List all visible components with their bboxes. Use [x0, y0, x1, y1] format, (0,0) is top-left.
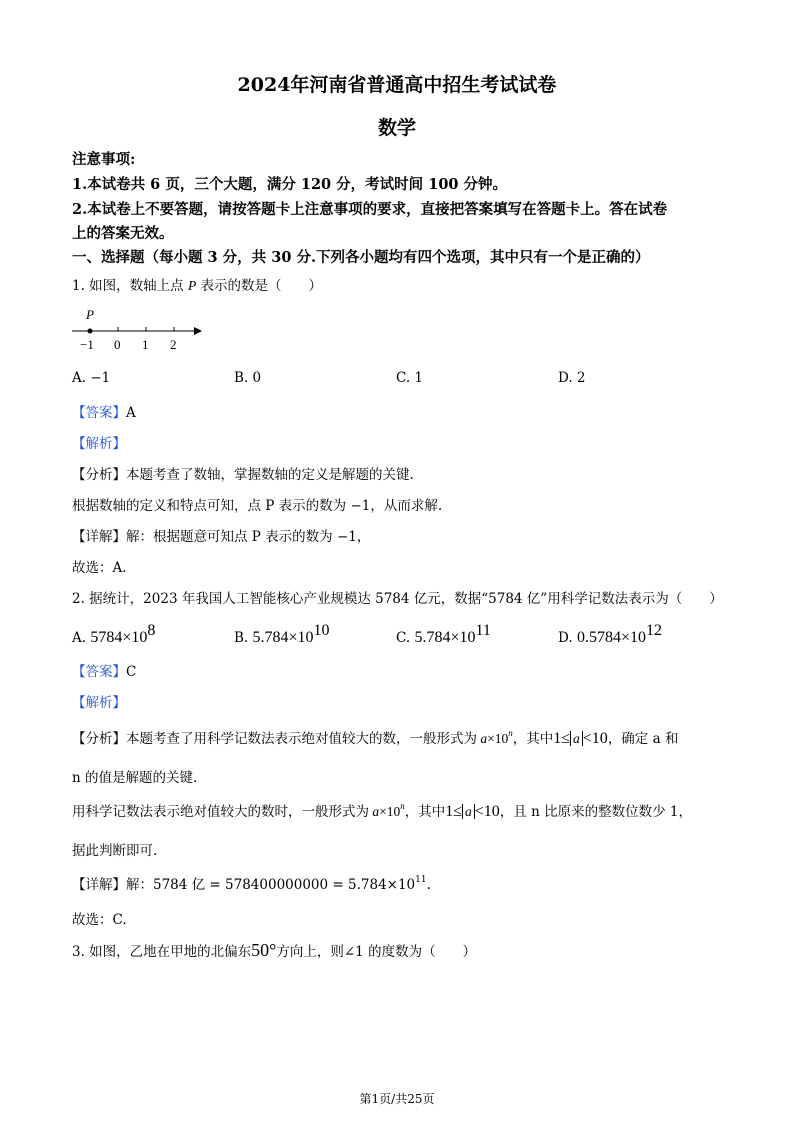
point-p-label: P — [86, 307, 94, 322]
tick-label-1: 1 — [142, 337, 149, 352]
q1-analysis-tag: 【解析】 — [72, 436, 126, 452]
q1-option-b: B. 0 — [234, 370, 262, 386]
q2-stem: 2. 据统计，2023 年我国人工智能核心产业规模达 5784 亿元，数据“5784 亿”用科学记数法表示为（ ） — [72, 591, 723, 607]
q1-option-c: C. 1 — [396, 370, 424, 386]
tick-label-neg1: −1 — [80, 337, 94, 352]
note-2b: 上的答案无效。 — [72, 225, 174, 242]
q1-choose: 故选：A. — [72, 560, 127, 576]
q1-option-a: A. −1 — [72, 370, 111, 386]
q1-answer: 【答案】A — [72, 405, 136, 421]
q1-stem: 1. 如图，数轴上点 P 表示的数是（ ） — [72, 278, 323, 294]
q2-option-d: D. $0.5784\times 10^{12}$ — [558, 622, 662, 646]
note-2a: 2.本试卷上不要答题，请按答题卡上注意事项的要求，直接把答案填写在答题卡上。答在试卷 — [72, 201, 668, 218]
subject-title: 数学 — [377, 117, 416, 139]
number-line-diagram — [70, 305, 210, 355]
q2-reason: 用科学记数法表示绝对值较大的数时，一般形式为 $a\times 10^n$，其中1≤ a <10，且 n 比原来的整数位数少 1， — [72, 801, 692, 820]
tick-label-2: 2 — [170, 337, 177, 352]
number-line-arrow — [194, 327, 202, 335]
q2-analysis-tag: 【解析】 — [72, 695, 126, 711]
notes-heading: 注意事项: — [72, 151, 136, 168]
q3-stem: 3. 如图，乙地在甲地的北偏东50°方向上，则∠1 的度数为（ ） — [72, 940, 477, 960]
q2-answer: 【答案】C — [72, 664, 137, 680]
section1-heading: 一、选择题（每小题 3 分，共 30 分.下列各小题均有四个选项，其中只有一个是正确的） — [72, 249, 650, 266]
note-1: 1.本试卷共 6 页，三个大题，满分 120 分，考试时间 100 分钟。 — [72, 176, 508, 193]
q1-fenxi: 【分析】本题考查了数轴，掌握数轴的定义是解题的关键. — [72, 467, 414, 483]
q2-option-c: C. $5.784\times 10^{11}$ — [396, 622, 491, 646]
q2-reason-cont: 据此判断即可. — [72, 843, 158, 859]
page-title: 2024年河南省普通高中招生考试试卷 — [237, 74, 557, 96]
q2-choose: 故选：C. — [72, 912, 127, 928]
q2-detail: 【详解】解：5784 亿 = $578400000000 = 5.784\times 10^{11}$. — [72, 875, 431, 893]
q2-fenxi: 【分析】本题考查了用科学记数法表示绝对值较大的数，一般形式为 $a\times 10^n$，其中1≤ a <10，确定 a 和 — [72, 728, 679, 747]
tick-label-0: 0 — [114, 337, 121, 352]
q2-option-a: A. $5784\times 10^8$ — [72, 622, 156, 646]
q2-fenxi-cont: n 的值是解题的关键. — [72, 770, 198, 786]
q2-option-b: B. $5.784\times 10^{10}$ — [234, 622, 330, 646]
q1-reason: 根据数轴的定义和特点可知，点 P 表示的数为 −1，从而求解. — [72, 498, 443, 514]
point-p-dot — [88, 329, 93, 334]
q1-option-d: D. 2 — [558, 370, 586, 386]
q1-detail: 【详解】解：根据题意可知点 P 表示的数为 −1， — [72, 529, 371, 545]
page-footer: 第1页/共25页 — [359, 1092, 435, 1106]
